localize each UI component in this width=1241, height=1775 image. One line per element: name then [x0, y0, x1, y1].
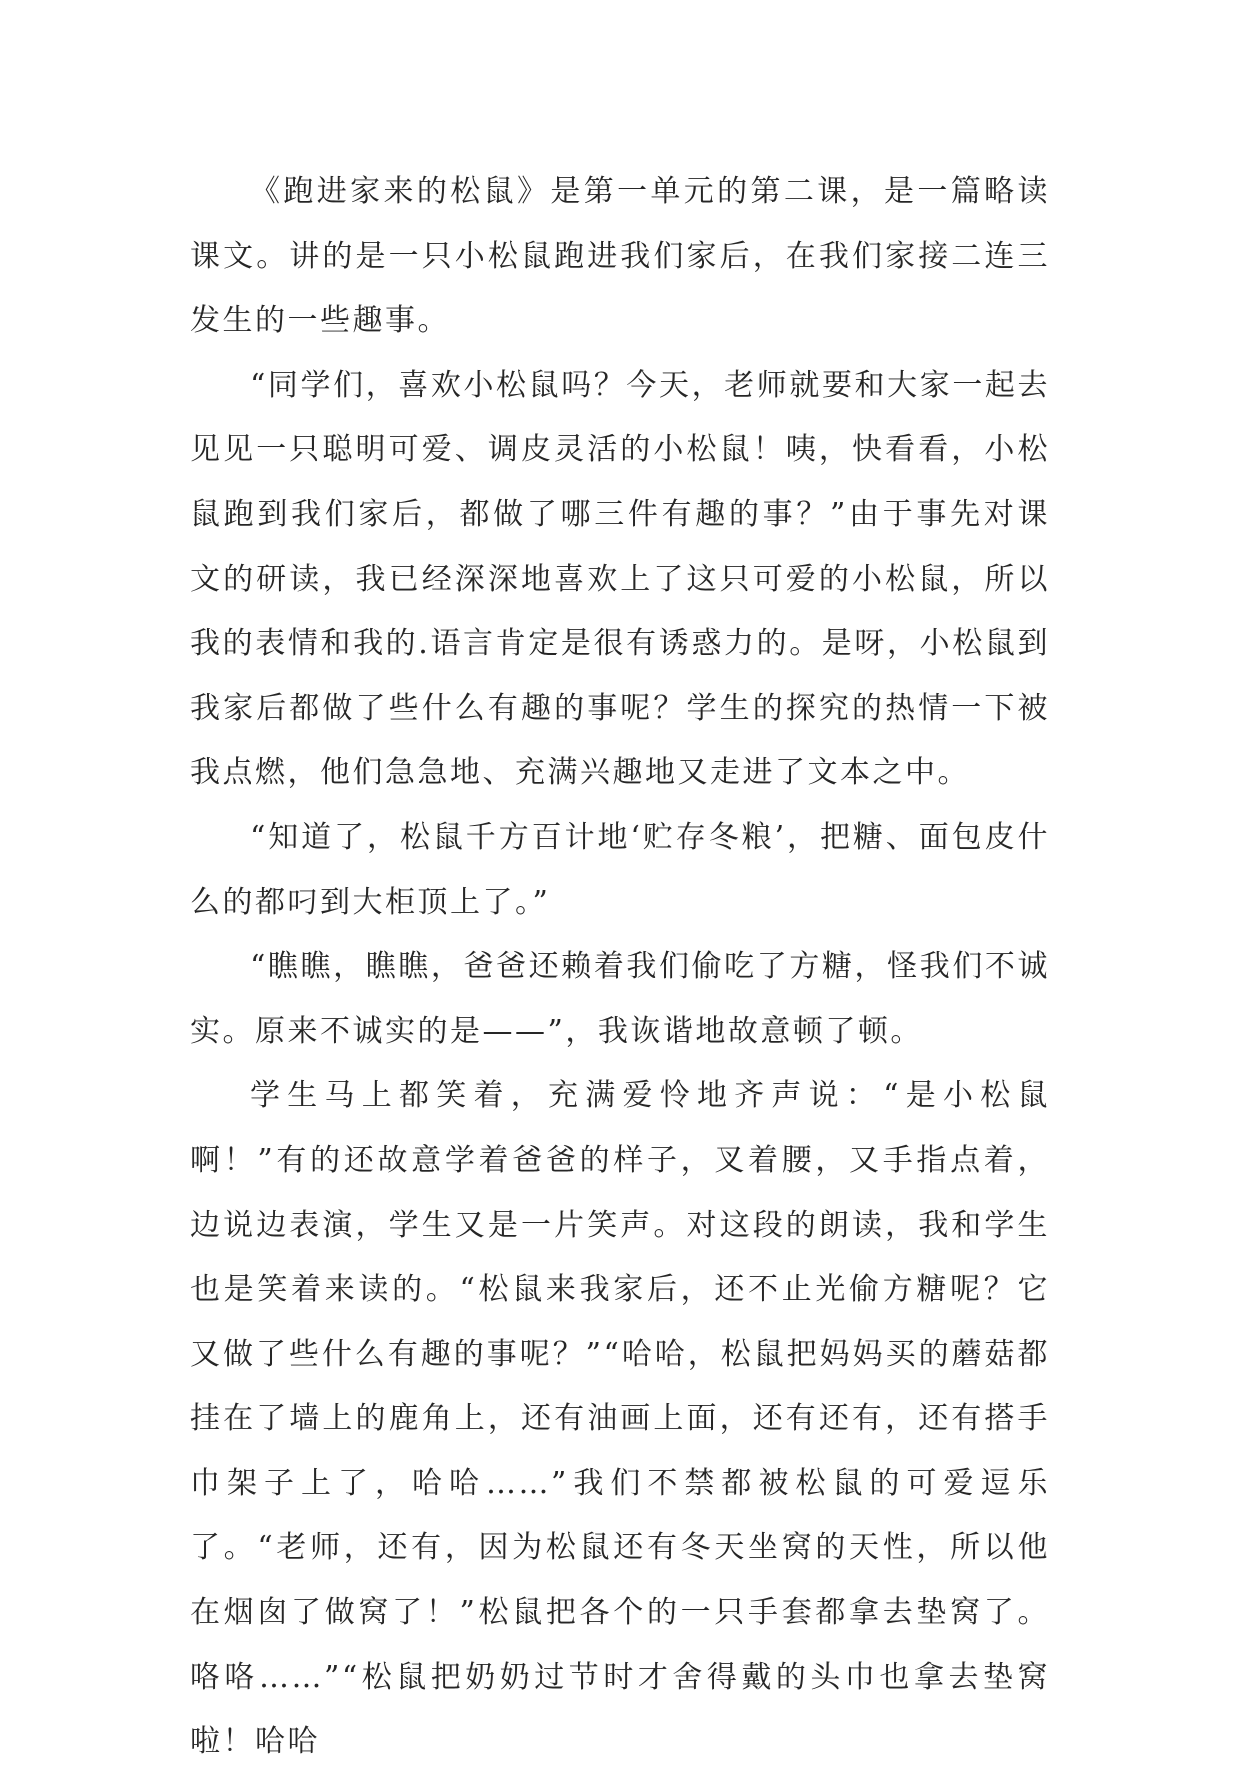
paragraph-3: “知道了，松鼠千方百计地‘贮存冬粮’，把糖、面包皮什么的都叼到大柜顶上了。”	[190, 819, 1050, 920]
paragraph-2: “同学们，喜欢小松鼠吗？今天，老师就要和大家一起去见见一只聪明可爱、调皮灵活的小松鼠！咦，快看看，小松鼠跑到我们家后，都做了哪三件有趣的事？”由于事先对课文的研读，我已经深深地喜欢上了这只可爱的小松鼠，所以我的表情和我的.语言肯定是很有诱惑力的。是呀，小松鼠到我家后都做了些什么有趣的事呢？学生的探究的热情一下被我点燃，他们急急地、充满兴趣地又走进了文本之中。	[190, 367, 1050, 791]
paragraph-1: 《跑进家来的松鼠》是第一单元的第二课，是一篇略读课文。讲的是一只小松鼠跑进我们家后，在我们家接二连三发生的一些趣事。	[190, 174, 1050, 339]
document-body	[190, 160, 1050, 1775]
paragraph-5: 学生马上都笑着，充满爱怜地齐声说：“是小松鼠啊！”有的还故意学着爸爸的样子，叉着腰，又手指点着，边说边表演，学生又是一片笑声。对这段的朗读，我和学生也是笑着来读的。“松鼠来我家后，还不止光偷方糖呢？它又做了些什么有趣的事呢？”“哈哈，松鼠把妈妈买的蘑菇都挂在了墙上的鹿角上，还有油画上面，还有还有，还有搭手巾架子上了，哈哈……”我们不禁都被松鼠的可爱逗乐了。“老师，还有，因为松鼠还有冬天坐窝的天性，所以他在烟囱了做窝了！”松鼠把各个的一只手套都拿去垫窝了。咯咯……”“松鼠把奶奶过节时才舍得戴的头巾也拿去垫窝啦！哈哈	[190, 1078, 1050, 1760]
paragraph-4: “瞧瞧，瞧瞧，爸爸还赖着我们偷吃了方糖，怪我们不诚实。原来不诚实的是——”，我诙谐地故意顿了顿。	[190, 949, 1050, 1049]
